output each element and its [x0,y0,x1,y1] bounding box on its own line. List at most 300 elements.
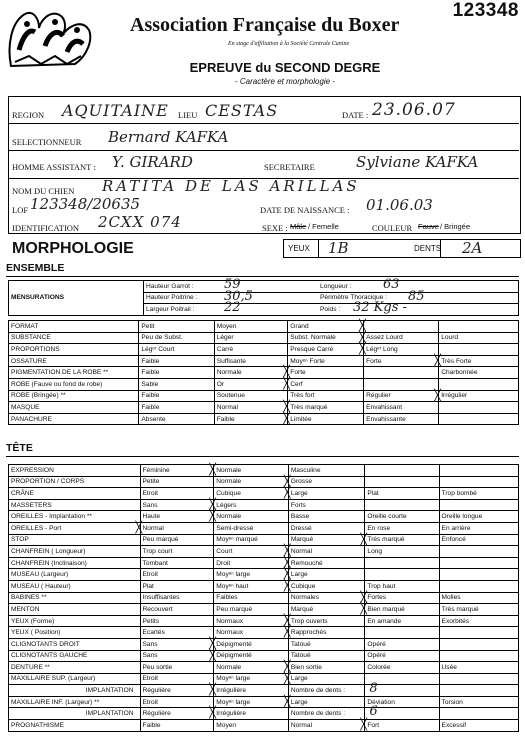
yeux-value[interactable]: 1B [328,239,349,257]
largeur-poitrail-label: Largeur Poitrail : [146,305,195,313]
yeux-label: YEUX [288,244,310,253]
ensemble-option-format-2[interactable]: Moyen [214,321,288,333]
tete-option-yeux-position-3[interactable]: ╳ Rapprochés [288,627,365,639]
check-mark-icon: ╳ [283,544,291,558]
tete-option-museau-hauteur-4[interactable]: Trop haut [365,580,439,592]
tete-option-stop-1[interactable]: Peu marqué [140,534,214,546]
ensemble-row-pigmentation-de-la-robe [9,367,519,379]
ensemble-option-format-1[interactable]: Petit [139,321,214,333]
tete-row-yeux-forme [9,615,519,627]
tete-option-expression-1[interactable]: Féminine [140,465,214,477]
tete-option-chanfrein-inclinaison-1[interactable]: Tombant [140,557,214,569]
tete-label-chanfrein-inclinaison: CHANFREIN (Inclinaison) [9,557,141,569]
tete-row-masseters [9,499,519,511]
couleur-bringee-option[interactable]: / Bringée [440,222,471,231]
poids-value[interactable]: 32 Kgs - [353,300,407,316]
ensemble-label-proportions: PROPORTIONS [9,344,139,356]
tete-option-implantation-5 [439,685,518,697]
tete-option-menton-4[interactable]: ╳ Bien marqué [365,604,439,616]
mensurations-label: MENSURATIONS [9,281,144,316]
check-mark-icon: ╳ [283,474,291,488]
tete-option-museau-largeur-3[interactable]: ╳ Large [288,569,365,581]
tete-option-museau-hauteur-3[interactable]: ╳ Cubique [288,580,365,592]
ensemble-option-substance-2[interactable]: Léger [214,332,288,344]
tete-option-museau-hauteur-2[interactable]: Moyᵉⁿ haut [214,580,289,592]
check-mark-icon: ╳ [209,648,216,662]
tete-option-yeux-forme-2[interactable]: Normaux [214,615,289,627]
tete-option-maxillaire-sup-largeur-5 [439,673,518,685]
tete-option-stop-4[interactable]: ╳ Très marqué [365,534,439,546]
tete-option-stop-2[interactable]: Moyᵉⁿ marqué [214,534,289,546]
tete-option-maxillaire-sup-largeur-3[interactable]: ╳ Large [288,673,365,685]
ensemble-option-ossature-1[interactable]: Faible [139,355,214,367]
tete-option-crane-2[interactable]: Cubique [214,488,289,500]
tete-option-implantation-4 [365,681,439,697]
tete-label-clignotants-gauche: CLIGNOTANTS GAUCHE [9,650,141,662]
tete-option-maxillaire-inf-largeur-3[interactable]: ╳ Large [288,696,365,708]
tete-option-babines-5[interactable]: Molles [439,592,518,604]
ensemble-option-robe-fauve-ou-fond-de-robe-4 [364,378,439,390]
tete-option-clignotants-gauche-3[interactable]: Tatoué [288,650,365,662]
poids-label: Poids : [320,305,341,313]
tete-option-expression-3[interactable]: Masculine [288,465,365,477]
couleur-label: COULEUR [372,223,413,233]
tete-row-stop [9,534,519,546]
ensemble-label-ossature: OSSATURE [9,355,139,367]
tete-option-masseters-5 [439,499,518,511]
tete-option-museau-largeur-4 [365,569,439,581]
tete-option-museau-largeur-2[interactable]: Moyᵉⁿ large [214,569,289,581]
check-mark-icon: ╳ [283,613,291,627]
ensemble-option-masque-2[interactable]: Normal [214,402,288,414]
tete-title: TÊTE [6,442,33,454]
ensemble-option-robe-bringee-2[interactable]: Soutenue [214,390,288,402]
tete-option-yeux-forme-1[interactable]: Petits [140,615,214,627]
lof-value[interactable]: 123348/20635 [30,195,141,213]
tete-option-oreilles-port-5[interactable]: En arrière [439,522,518,534]
tete-label-expression: EXPRESSION [9,465,141,477]
homme-assistant-value[interactable]: Y. GIRARD [112,153,193,171]
tete-option-masseters-1[interactable]: Sans [140,499,214,511]
ensemble-option-robe-bringee-1[interactable]: Faible [139,390,214,402]
longueur-label: Longueur : [320,282,352,290]
ensemble-option-proportions-4[interactable]: ╳ Légᵉʳ Long [364,344,439,356]
check-mark-icon: ╳ [360,590,368,604]
tete-option-implantation-3[interactable]: Nombre de dents : [288,708,365,720]
check-mark-icon: ╳ [283,486,291,500]
date-label: DATE : [342,110,369,120]
ensemble-option-masque-3[interactable]: ╳ Très marqué [288,402,364,414]
check-mark-icon: ╳ [360,718,368,732]
tete-option-museau-largeur-5 [439,569,518,581]
tete-label-museau-hauteur: MUSEAU ( Hauteur) [9,580,141,592]
tete-row-maxillaire-inf-largeur [9,696,519,708]
longueur-value[interactable]: 63 [383,277,400,292]
tete-option-chanfrein-inclinaison-4 [365,557,439,569]
ensemble-label-robe-bringee: ROBE (Bringée) ** [9,390,139,402]
nom-chien-label: NOM DU CHIEN [12,186,75,196]
tete-option-oreilles-port-3[interactable]: Dressé [288,522,365,534]
tete-table [8,464,519,732]
ensemble-option-substance-1[interactable]: Peu de Subst. [139,332,214,344]
tete-option-oreilles-implantation-2[interactable]: ╳ Normale [214,511,289,523]
tete-option-maxillaire-inf-largeur-5[interactable]: Torsion [439,696,518,708]
nombre-dents-value[interactable]: 8 [369,681,378,697]
check-mark-icon: ╳ [283,578,291,592]
ensemble-option-substance-4[interactable]: ╳ Assez Lourd [364,332,439,344]
tete-option-denture-4[interactable]: Colorée [365,662,439,674]
tete-option-oreilles-port-1[interactable]: ╳ Normal [140,522,214,534]
tete-option-yeux-position-4 [365,627,439,639]
tete-option-oreilles-implantation-3[interactable]: Basse [288,511,365,523]
ensemble-option-panachure-2[interactable]: Faible [214,413,288,425]
tete-option-clignotants-gauche-4[interactable]: Opéré [365,650,439,662]
tete-option-maxillaire-inf-largeur-1[interactable]: Etroit [140,696,214,708]
naissance-label: DATE DE NAISSANCE : [260,205,350,215]
ensemble-option-robe-fauve-ou-fond-de-robe-3[interactable]: ╳ Cerf [288,378,364,390]
epreuve-title: EPREUVE du SECOND DEGRE [189,60,381,75]
ensemble-option-panachure-5 [439,413,519,425]
naissance-value[interactable]: 01.06.03 [366,196,433,214]
perimetre-value[interactable]: 85 [408,288,425,304]
association-title: Association Française du Boxer [130,14,400,36]
tete-option-oreilles-implantation-1[interactable]: Haute [140,511,214,523]
tete-option-chanfrein-inclinaison-5 [439,557,518,569]
tete-row-prognathisme [9,720,519,732]
tete-option-yeux-position-1[interactable]: Ecartés [140,627,214,639]
ensemble-option-proportions-5 [439,344,519,356]
tete-row-expression [9,465,519,477]
tete-option-menton-1[interactable]: Recouvert [140,604,214,616]
tete-option-clignotants-droit-3[interactable]: Tatoué [288,638,365,650]
tete-option-chanfrein-longueur-2[interactable]: Court [214,546,289,558]
tete-option-crane-1[interactable]: Etroit [140,488,214,500]
tete-option-implantation-4 [365,704,439,720]
check-mark-icon: ╳ [209,683,216,697]
ensemble-option-robe-bringee-5[interactable]: ╳ Irrégulier [439,390,519,402]
ensemble-option-substance-3[interactable]: Subst. Normale [288,332,364,344]
secretaire-label: SECRETAIRE [264,162,315,172]
ensemble-option-pigmentation-de-la-robe-5[interactable]: Charbonnée [439,367,519,379]
tete-label-oreilles-implantation: OREILLES - Implantation ** [9,511,141,523]
check-mark-icon: ╳ [360,602,368,616]
ensemble-label-panachure: PANACHURE [9,413,139,425]
ensemble-option-pigmentation-de-la-robe-2[interactable]: Normale [214,367,288,379]
tete-option-yeux-forme-3[interactable]: ╳ Trop ouverts [288,615,365,627]
tete-row-clignotants-droit [9,638,519,650]
tete-option-denture-1[interactable]: Peu sortie [140,662,214,674]
tete-label-chanfrein-longueur: CHANFREIN ( Longueur) [9,546,141,558]
hauteur-poitrine-value[interactable]: 30,5 [224,288,253,304]
check-mark-icon: ╳ [283,660,291,674]
tete-label-yeux-position: YEUX ( Position) [9,627,141,639]
tete-option-yeux-position-2[interactable]: Normaux [214,627,289,639]
ensemble-row-robe-fauve-ou-fond-de-robe [9,378,519,390]
tete-option-babines-3[interactable]: Normales [288,592,365,604]
mensurations-table [8,277,519,316]
hauteur-poitrine-label: Hauteur Poitrine : [146,294,198,302]
tete-option-proportion-corps-1[interactable]: Petite [140,476,214,488]
tete-option-maxillaire-inf-largeur-2[interactable]: Moyᵉⁿ large [214,696,289,708]
tete-row-museau-hauteur [9,580,519,592]
tete-label-implantation: IMPLANTATION [9,685,141,697]
tete-option-proportion-corps-5 [439,476,518,488]
tete-label-stop: STOP [9,534,141,546]
tete-option-maxillaire-sup-largeur-2[interactable]: Moyᵉⁿ large [214,673,289,685]
tete-option-prognathisme-4[interactable]: ╳ Fort [365,720,439,732]
ensemble-option-panachure-4[interactable]: Envahissante [364,413,439,425]
tete-option-chanfrein-inclinaison-2[interactable]: Droit [214,557,289,569]
epreuve-subtitle: - Caractère et morphologie - [234,77,336,86]
secretaire-value[interactable]: Sylviane KAFKA [356,153,479,171]
morphologie-title: MORPHOLOGIE [12,240,134,257]
tete-option-chanfrein-longueur-1[interactable]: Trop court [140,546,214,558]
tete-option-oreilles-implantation-4[interactable]: Oreille courte [365,511,439,523]
check-mark-icon: ╳ [434,353,441,367]
ensemble-option-masque-5 [439,402,519,414]
tete-row-clignotants-gauche [9,650,519,662]
document-number: 123348 [452,0,519,21]
tete-option-menton-5[interactable]: Très marqué [439,604,518,616]
check-mark-icon: ╳ [209,636,216,650]
check-mark-icon: ╳ [209,706,216,720]
tete-option-proportion-corps-3[interactable]: ╳ Grosse [288,476,365,488]
tete-row-menton [9,604,519,616]
ensemble-option-robe-fauve-ou-fond-de-robe-1[interactable]: Sable [139,378,214,390]
tete-option-expression-4 [365,465,439,477]
tete-option-oreilles-implantation-5[interactable]: Oreille longue [439,511,518,523]
check-mark-icon: ╳ [209,497,216,511]
ensemble-option-format-3[interactable]: Grand [288,321,364,333]
check-mark-icon: ╳ [434,388,441,402]
tete-option-clignotants-droit-2[interactable]: ╳ Dépigmenté [214,638,289,650]
check-mark-icon: ╳ [283,694,291,708]
tete-row-oreilles-port [9,522,519,534]
ensemble-option-format-5 [439,321,519,333]
tete-option-denture-3[interactable]: ╳ Bien sortie [288,662,365,674]
tete-option-masseters-3[interactable]: Forts [288,499,365,511]
dents-label: DENTS [414,244,442,253]
check-mark-icon: ╳ [359,342,366,356]
tete-option-oreilles-port-4[interactable]: En rose [365,522,439,534]
tete-row-maxillaire-sup-largeur [9,673,519,685]
ensemble-option-panachure-3[interactable]: ╳ Limitée [288,413,364,425]
couleur-fauve-option[interactable]: Fauve [418,222,439,231]
tete-label-implantation: IMPLANTATION [9,708,141,720]
check-mark-icon: ╳ [359,330,366,344]
tete-label-yeux-forme: YEUX (Forme) [9,615,141,627]
tete-option-yeux-position-5 [439,627,518,639]
tete-option-crane-5[interactable]: Trop bombé [439,488,518,500]
tete-option-proportion-corps-4 [365,476,439,488]
tete-row-yeux-position [9,627,519,639]
check-mark-icon: ╳ [135,520,143,534]
tete-option-babines-4[interactable]: ╳ Fortes [365,592,439,604]
ensemble-row-substance [9,332,519,344]
ensemble-row-robe-bringee [9,390,519,402]
tete-option-chanfrein-longueur-3[interactable]: ╳ Normal [288,546,365,558]
tete-row-museau-largeur [9,569,519,581]
tete-row-chanfrein-longueur [9,546,519,558]
tete-row-oreilles-implantation [9,511,519,523]
tete-row-denture [9,662,519,674]
tete-label-prognathisme: PROGNATHISME [9,720,141,732]
tete-option-babines-2[interactable]: Faibles [214,592,289,604]
tete-option-prognathisme-1[interactable]: Faible [140,720,214,732]
sexe-male-option[interactable]: Mâle [290,222,307,231]
tete-option-menton-2[interactable]: Peu marqué [214,604,289,616]
affiliation-note: En stage d'affiliation à la Société Centrale Canine [228,41,350,47]
tete-option-implantation-2[interactable]: ╳ Irrégulière [214,685,289,697]
tete-option-chanfrein-longueur-5 [439,546,518,558]
tete-option-prognathisme-3[interactable]: Normal [288,720,365,732]
tete-option-prognathisme-5[interactable]: Excessif [439,720,518,732]
check-mark-icon: ╳ [283,625,291,639]
selectionneur-label: SELECTIONNEUR [12,137,82,147]
tete-option-clignotants-droit-4[interactable]: Opéré [365,638,439,650]
ensemble-option-proportions-1[interactable]: Légᵉʳ Court [139,344,214,356]
tete-row-proportion-corps [9,476,519,488]
tete-option-museau-hauteur-1[interactable]: Plat [140,580,214,592]
largeur-poitrail-value[interactable]: 22 [224,300,241,316]
ensemble-label-robe-fauve-ou-fond-de-robe: ROBE (Fauve ou fond de robe) [9,378,139,390]
tete-option-masseters-4 [365,499,439,511]
region-value[interactable]: AQUITAINE [62,101,169,120]
tete-option-clignotants-gauche-5 [439,650,518,662]
tete-option-yeux-forme-4[interactable]: En amande [365,615,439,627]
ensemble-option-ossature-4[interactable]: Forte [364,355,439,367]
check-mark-icon: ╳ [283,400,290,414]
ensemble-option-proportions-3[interactable]: Presque Carré [288,344,364,356]
sexe-femelle-option[interactable]: / Femelle [308,222,339,231]
ensemble-option-ossature-3[interactable]: Moyᵉⁿ Forte [288,355,364,367]
ensemble-option-robe-bringee-4[interactable]: Régulier [364,390,439,402]
ensemble-option-masque-1[interactable]: Faible [139,402,214,414]
tete-row-implantation [9,708,519,720]
ensemble-option-ossature-2[interactable]: Suffisante [214,355,288,367]
ensemble-option-ossature-5[interactable]: ╳ Très Forte [439,355,519,367]
ensemble-row-panachure [9,413,519,425]
check-mark-icon: ╳ [360,532,368,546]
ensemble-option-pigmentation-de-la-robe-4 [364,367,439,379]
tete-option-stop-3[interactable]: Marqué [288,534,365,546]
ensemble-row-ossature [9,355,519,367]
tete-option-implantation-3[interactable]: Nombre de dents : [288,685,365,697]
selectionneur-value[interactable]: Bernard KAFKA [108,128,229,146]
tete-row-chanfrein-inclinaison [9,557,519,569]
tete-label-menton: MENTON [9,604,141,616]
lieu-value[interactable]: CESTAS [205,101,279,120]
tete-option-clignotants-gauche-1[interactable]: Sans [140,650,214,662]
ensemble-option-pigmentation-de-la-robe-1[interactable]: Faible [139,367,214,379]
tete-option-chanfrein-longueur-4[interactable]: Long [365,546,439,558]
tete-label-maxillaire-sup-largeur: MAXILLAIRE SUP. (Largeur) [9,673,141,685]
hauteur-garrot-value[interactable]: 59 [224,277,241,292]
check-mark-icon: ╳ [283,365,290,379]
ensemble-option-robe-bringee-3[interactable]: Très fort [288,390,364,402]
tete-row-crane [9,488,519,500]
ensemble-option-robe-fauve-ou-fond-de-robe-2[interactable]: Or [214,378,288,390]
tete-label-denture: DENTURE ** [9,662,141,674]
tete-option-expression-5 [439,465,518,477]
dents-value[interactable]: 2A [462,239,483,257]
check-mark-icon: ╳ [283,567,291,581]
tete-option-maxillaire-sup-largeur-1[interactable]: Etroit [140,673,214,685]
tete-option-oreilles-port-2[interactable]: Semi-dressé [214,522,289,534]
perimetre-label: Périmètre Thoracique : [320,294,387,302]
tete-option-stop-5[interactable]: Enfoncé [439,534,518,546]
tete-label-maxillaire-inf-largeur: MAXILLAIRE INF. (Largeur) ** [9,696,141,708]
check-mark-icon: ╳ [283,555,291,569]
ensemble-option-proportions-2[interactable]: Carré [214,344,288,356]
ensemble-label-masque: MASQUE [9,402,139,414]
tete-option-denture-2[interactable]: Normale [214,662,289,674]
ensemble-option-pigmentation-de-la-robe-3[interactable]: ╳ Forte [288,367,364,379]
tete-option-chanfrein-inclinaison-3[interactable]: ╳ Remouché [288,557,365,569]
ensemble-option-substance-5[interactable]: Lourd [439,332,519,344]
tete-option-implantation-5 [439,708,518,720]
check-mark-icon: ╳ [209,509,216,523]
check-mark-icon: ╳ [283,376,290,390]
check-mark-icon: ╳ [209,463,216,476]
identification-value[interactable]: 2CXX 074 [98,213,182,231]
tete-option-proportion-corps-2[interactable]: Normale [214,476,289,488]
tete-label-crane: CRÂNE [9,488,141,500]
tete-option-denture-5[interactable]: Usée [439,662,518,674]
tete-option-yeux-forme-5[interactable]: Exorbités [439,615,518,627]
tete-option-prognathisme-2[interactable]: Moyen [214,720,289,732]
ensemble-option-format-4 [359,319,439,333]
tete-option-implantation-1[interactable]: Régulière [140,708,214,720]
ensemble-option-masque-4[interactable]: Envahissant [364,402,439,414]
tete-option-museau-largeur-1[interactable]: Etroit [140,569,214,581]
ensemble-label-pigmentation-de-la-robe: PIGMENTATION DE LA ROBE ** [9,367,139,379]
tete-label-clignotants-droit: CLIGNOTANTS DROIT [9,638,141,650]
tete-option-museau-hauteur-5 [439,580,518,592]
lof-label: LOF [12,205,29,215]
tete-option-crane-4[interactable]: Plat [365,488,439,500]
tete-option-implantation-2[interactable]: ╳ Irrégulière [214,708,289,720]
ensemble-option-robe-fauve-ou-fond-de-robe-5 [439,378,519,390]
tete-option-maxillaire-inf-largeur-4[interactable]: Déviation [365,696,439,708]
region-label: REGION [12,110,45,120]
tete-option-masseters-2[interactable]: ╳ Légers [214,499,289,511]
nom-chien-value[interactable]: RATITA DE LAS ARILLAS [102,177,360,195]
tete-option-expression-2[interactable]: ╳ Normale [214,465,289,477]
ensemble-option-panachure-1[interactable]: Absente [139,413,214,425]
identification-label: IDENTIFICATION [12,223,80,233]
ensemble-row-format [9,321,519,333]
ensemble-title: ENSEMBLE [6,262,65,274]
tete-row-babines [9,592,519,604]
tete-label-museau-largeur: MUSEAU (Largeur) [9,569,141,581]
tete-option-crane-3[interactable]: ╳ Large [288,488,365,500]
tete-option-menton-3[interactable]: Marqué [288,604,365,616]
homme-assistant-label: HOMME ASSISTANT : [12,162,96,172]
tete-row-implantation [9,685,519,697]
tete-option-babines-1[interactable]: Insuffisantes [140,592,214,604]
ensemble-row-proportions [9,344,519,356]
tete-option-implantation-1[interactable]: Régulière [140,685,214,697]
date-value[interactable]: 23.06.07 [372,100,456,120]
tete-label-masseters: MASSETERS [9,499,141,511]
ensemble-label-substance: SUBSTANCE [9,332,139,344]
sexe-label: SEXE : [262,223,288,233]
tete-option-clignotants-gauche-2[interactable]: ╳ Dépigmenté [214,650,289,662]
tete-option-clignotants-droit-1[interactable]: Sans [140,638,214,650]
nombre-dents-value[interactable]: 6 [369,704,378,720]
ensemble-label-format: FORMAT [9,321,139,333]
